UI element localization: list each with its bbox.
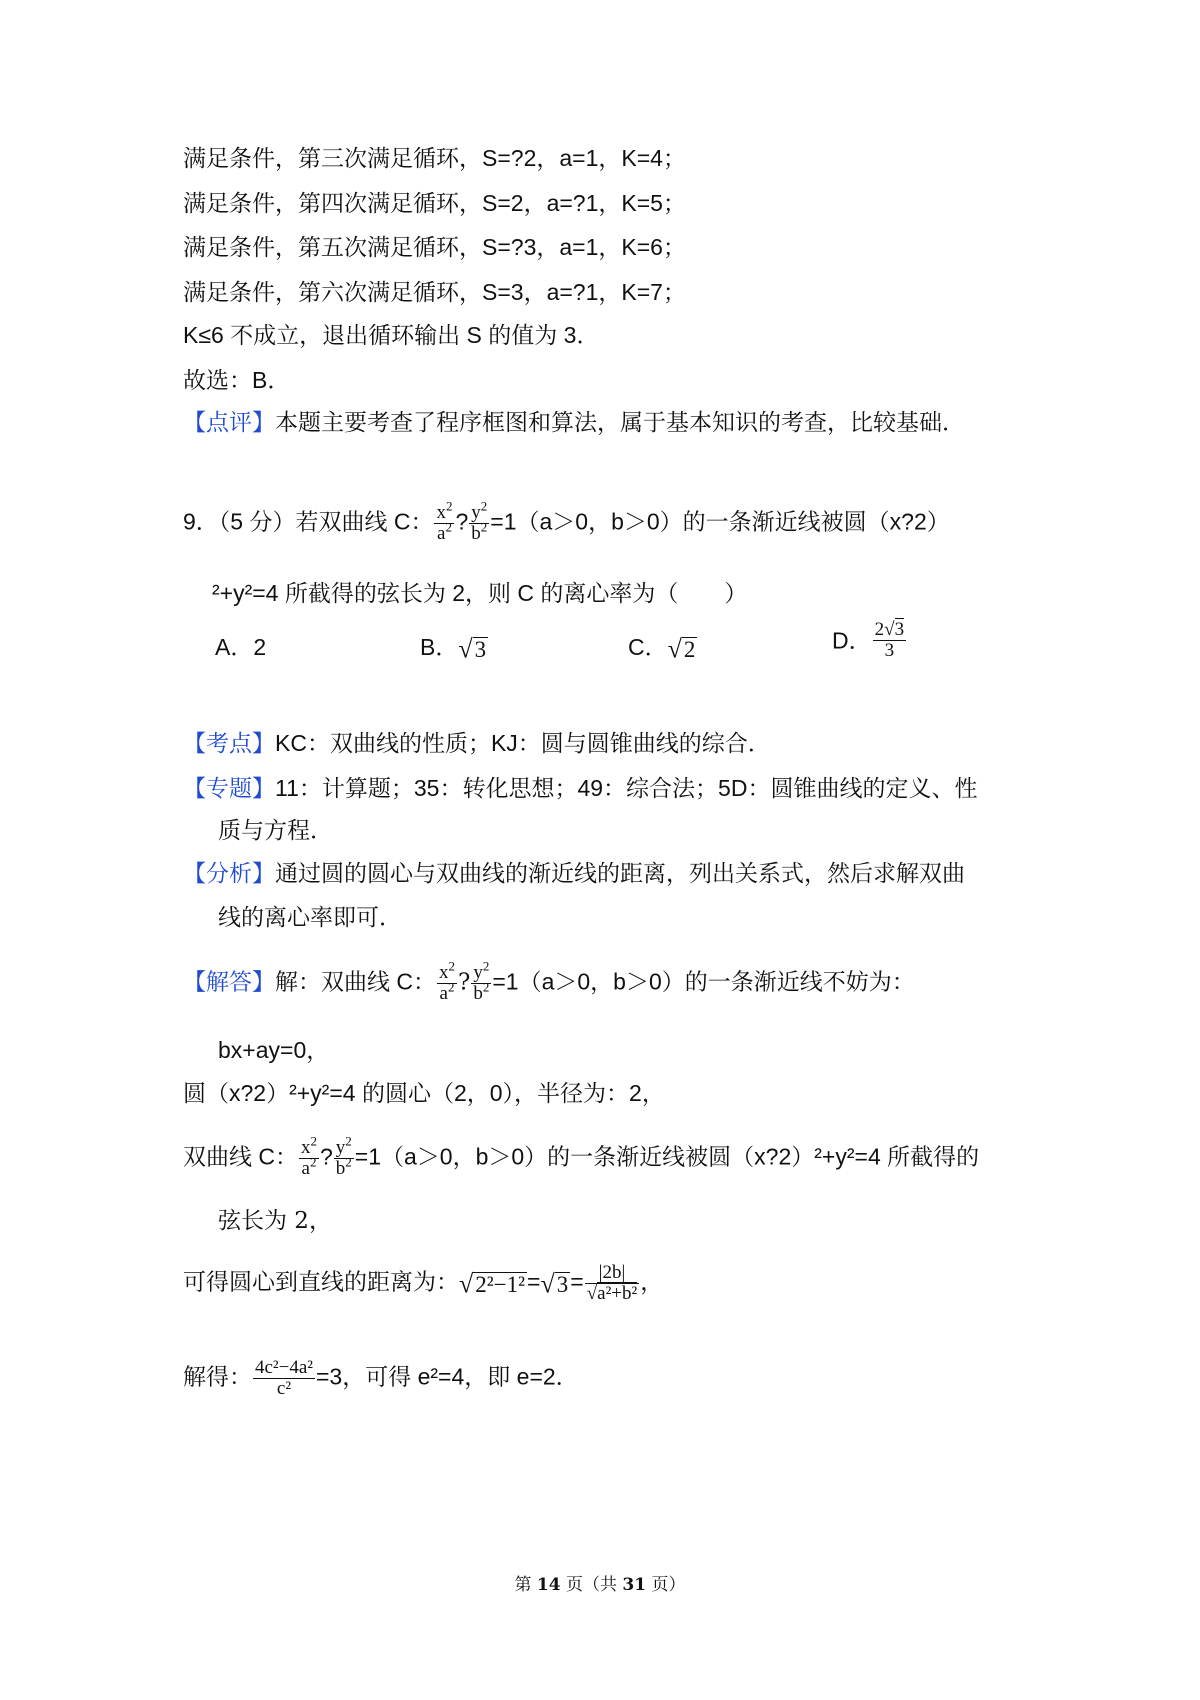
jieda-tag: 【解答】 [183, 969, 275, 996]
option-c: C．√2 [628, 634, 696, 664]
radical-expression-1: √2²−1² [459, 1269, 526, 1299]
fenxi-line-2: 线的离心率即可． [218, 905, 402, 931]
current-page-number: 14 [536, 1575, 561, 1595]
jieda-line-4: 双曲线 C： $\frac{x^2}{a^2}$ ? $\frac{y^2}{b^2}$ =1（a＞0，b＞0）的一条渐近线被圆（x?2）²+y²=4 所截得的 [183, 1133, 980, 1179]
question-9-line-2: ²+y²=4 所截得的弦长为 2，则 C 的离心率为（ ） [212, 580, 748, 606]
fraction-2b-over-sqrt: $\frac{|2b|}{\text{√a²+b²}}$ [586, 1262, 638, 1304]
kaodian-tag: 【考点】 [183, 731, 275, 757]
fraction-y2-b2: $\frac{y^2}{b^2}$ [473, 958, 490, 1004]
option-b: B．√3 [420, 634, 487, 664]
kaodian-line [183, 728, 771, 759]
question-9-line-1 [183, 498, 950, 544]
fraction-x2-a2: $\frac{x^2}{a^2}$ [439, 958, 455, 1004]
text-line-6: 故选：B． [183, 367, 291, 393]
fraction-x2-a2: $\frac{x^2}{a^2}$ [436, 498, 453, 544]
minus-glyph: ? [455, 508, 469, 535]
text-line-1: 满足条件，第三次满足循环，S=?2，a=1，K=4； [183, 145, 686, 171]
text-line-5: K≤6 不成立，退出循环输出 S 的值为 3． [183, 322, 600, 348]
fraction-2sqrt3-over-3: $\frac{2√3}{3}$ [874, 619, 905, 661]
zhuanti-line-2: 质与方程． [218, 818, 333, 844]
fenxi-line-1 [183, 859, 965, 889]
option-d: D． $\frac{2√3}{3}$ [832, 619, 905, 661]
jieda-line-5: 弦长为 2， [218, 1208, 332, 1234]
jieda-line-3: 圆（x?2）²+y²=4 的圆心（2，0），半径为：2， [183, 1080, 665, 1106]
zhuanti-text-1: 11：计算题；35：转化思想；49：综合法；5D：圆锥曲线的定义、性 [275, 775, 978, 801]
jieda-line-6: 可得圆心到直线的距离为：√2²−1²=√3= $\frac{|2b|}{\text{√a²+b²}}$ ， [183, 1262, 664, 1304]
page-footer: 第 14 页（共 31 页） [514, 1575, 686, 1595]
total-page-number: 31 [622, 1575, 647, 1595]
text-line-2: 满足条件，第四次满足循环，S=2，a=?1，K=5； [183, 190, 686, 216]
fenxi-text-1: 通过圆的圆心与双曲线的渐近线的距离，列出关系式，然后求解双曲 [275, 861, 965, 887]
kaodian-text: KC：双曲线的性质；KJ：圆与圆锥曲线的综合． [275, 730, 771, 756]
review-tag: 【点评】 [183, 410, 275, 436]
text-line-4: 满足条件，第六次满足循环，S=3，a=?1，K=7； [183, 279, 686, 305]
jieda-line-7: 解得： $\frac{\text{4c²−4a²}}{\text{c²}}$ =3，可得 e²=4，即 e=2． [183, 1357, 579, 1399]
zhuanti-line-1 [183, 773, 977, 804]
fraction-y2-b2: $\frac{y^2}{b^2}$ [471, 498, 488, 544]
text-line-3: 满足条件，第五次满足循环，S=?3，a=1，K=6； [183, 234, 686, 260]
jieda-line-1: 【解答】解：双曲线 C： $\frac{x^2}{a^2}$ ? $\frac{y^2}{b^2}$ =1（a＞0，b＞0）的一条渐近线不妨为： [183, 958, 915, 1004]
fraction-4c2-4a2-over-c2: $\frac{\text{4c²−4a²}}{\text{c²}}$ [255, 1357, 313, 1399]
question-9-after: =1（a＞0，b＞0）的一条渐近线被圆（x?2） [490, 508, 950, 535]
review-text: 本题主要考查了程序框图和算法，属于基本知识的考查，比较基础． [275, 410, 965, 436]
jieda-line-2: bx+ay=0， [218, 1037, 330, 1063]
fenxi-tag: 【分析】 [183, 861, 275, 887]
question-9-prefix: 9．（5 分）若双曲线 C： [183, 508, 434, 535]
zhuanti-tag: 【专题】 [183, 776, 275, 802]
option-a: A．2 [215, 634, 267, 660]
fraction-x2-a2: $\frac{x^2}{a^2}$ [301, 1133, 317, 1179]
radical-expression-2: √3 [540, 1269, 569, 1299]
review-line [183, 408, 965, 438]
fraction-y2-b2: $\frac{y^2}{b^2}$ [335, 1133, 352, 1179]
